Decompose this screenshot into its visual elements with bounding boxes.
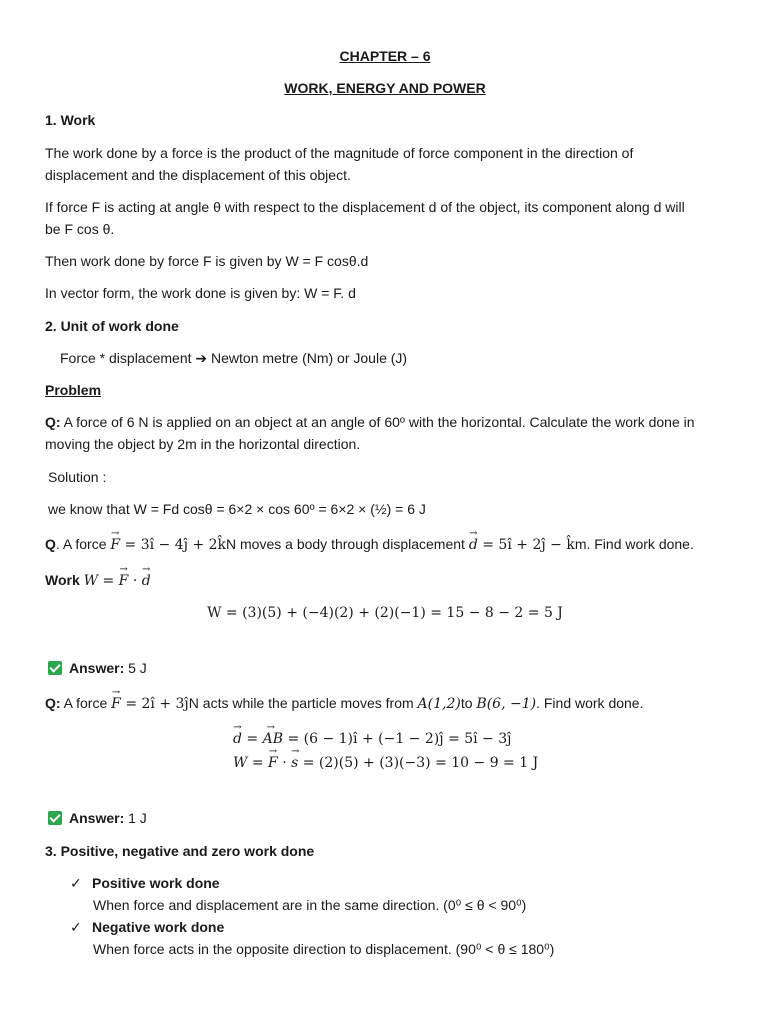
work-definition-line-2: displacement and the displacement of this object. (45, 167, 351, 183)
q3-text-d: . Find work done. (536, 695, 644, 711)
displacement-vector-expression: = 5î + 2ĵ − k̂ (477, 537, 575, 553)
section-1-heading: 1. Work (45, 112, 96, 128)
q1-line-1 (45, 412, 695, 432)
list-item-description: When force and displacement are in the same direction. (0⁰ ≤ θ < 90⁰) (93, 897, 527, 913)
force-vector-symbol-2: → F (119, 571, 129, 591)
dot-operator-2: · (277, 755, 292, 771)
work-formula-paragraph: Then work done by force F is given by W = F cosθ.d (45, 253, 369, 269)
displacement-vector-symbol-2: → d (142, 571, 151, 591)
q2-label: Q (45, 536, 56, 552)
work-symbol-3: W (233, 755, 248, 771)
force-vector-symbol-4: → F (268, 753, 278, 773)
displacement-vector-symbol: → d (469, 535, 478, 555)
ab-vector-symbol: → AB (263, 729, 283, 749)
dot-operator: · (128, 573, 142, 589)
problem-heading: Problem (45, 382, 102, 398)
q3-line (45, 693, 643, 714)
q2-line (45, 534, 694, 555)
equals-sign-2: = (241, 731, 263, 747)
list-item-title: Negative work done (92, 919, 225, 935)
work-calculation: = (2)(5) + (3)(−3) = 10 − 9 = 1 J (298, 755, 539, 771)
unit-left-text: Force * displacement (60, 350, 192, 366)
q2-work-line (45, 570, 151, 591)
list-item (70, 917, 224, 937)
chapter-heading: CHAPTER – 6 (339, 48, 431, 64)
checkmark-icon: ✓ (70, 875, 82, 891)
q1-text: A force of 6 N is applied on an object at an angle of 60º with the horizontal. Calculate the work done in (60, 414, 695, 430)
list-item (70, 873, 220, 893)
vector-form-paragraph: In vector form, the work done is given by: W = F. d (45, 285, 356, 301)
q2-calculation: W = (3)(5) + (−4)(2) + (2)(−1) = 15 − 8 − 2 = 5 J (207, 605, 563, 621)
angle-paragraph-line-1: If force F is acting at angle θ with respect to the displacement d of the object, its component along d will (45, 199, 685, 215)
force-vector-symbol: → F (110, 535, 120, 555)
q2-text-a: . A force (55, 536, 111, 552)
q1-label: Q: (45, 414, 61, 430)
q2-text-c: m. Find work done. (574, 536, 694, 552)
q2-answer (48, 658, 147, 678)
unit-line (60, 348, 407, 368)
equals-sign-3: = (247, 755, 269, 771)
angle-paragraph-line-2: be F cos θ. (45, 221, 115, 237)
check-icon (48, 661, 62, 675)
force-vector-expression: = 3î − 4ĵ + 2k̂ (120, 537, 227, 553)
q2-text-b: N moves a body through displacement (226, 536, 469, 552)
q1-solution-text: we know that W = Fd cosθ = 6×2 × cos 60º = 6×2 × (½) = 6 J (48, 501, 426, 517)
displacement-vector-symbol-3: → d (233, 729, 242, 749)
q1-line-2: moving the object by 2m in the horizontal direction. (45, 436, 361, 452)
work-definition-line-1: The work done by a force is the product of the magnitude of force component in the direction of (45, 145, 634, 161)
force-vector-symbol-3: → F (111, 694, 121, 714)
page-title: WORK, ENERGY AND POWER (284, 80, 486, 96)
q2-work-label: Work (45, 572, 84, 588)
section-3-heading: 3. Positive, negative and zero work done (45, 843, 315, 859)
q3-answer-label: Answer: (69, 810, 125, 826)
check-icon (48, 811, 62, 825)
arrow-right-icon: ➔ (195, 350, 208, 366)
equals-sign: = (98, 573, 119, 589)
section-2-heading: 2. Unit of work done (45, 318, 179, 334)
q3-text-c: to (460, 695, 477, 711)
q3-answer (48, 808, 147, 828)
q3-work-equation (233, 752, 538, 773)
q3-label: Q: (45, 695, 61, 711)
q2-answer-value: 5 J (124, 660, 147, 676)
force-vector-expression-3: = 2î + 3ĵ (120, 696, 189, 712)
q3-text-b: N acts while the particle moves from (188, 695, 418, 711)
point-b: B(6, −1) (476, 696, 537, 712)
work-symbol: W (83, 573, 99, 589)
list-item-title: Positive work done (92, 875, 220, 891)
q2-answer-label: Answer: (69, 660, 125, 676)
q3-text-a: A force (60, 695, 112, 711)
checkmark-icon: ✓ (70, 919, 82, 935)
displacement-expansion: = (6 − 1)î + (−1 − 2)ĵ = 5î − 3ĵ (283, 731, 512, 747)
s-vector-symbol: → s (291, 753, 298, 773)
point-a: A(1,2) (417, 696, 461, 712)
unit-right-text: Newton metre (Nm) or Joule (J) (211, 350, 408, 366)
q1-solution-label: Solution : (48, 469, 107, 485)
q3-answer-value: 1 J (124, 810, 147, 826)
list-item-description: When force acts in the opposite direction to displacement. (90⁰ < θ ≤ 180⁰) (93, 941, 555, 957)
